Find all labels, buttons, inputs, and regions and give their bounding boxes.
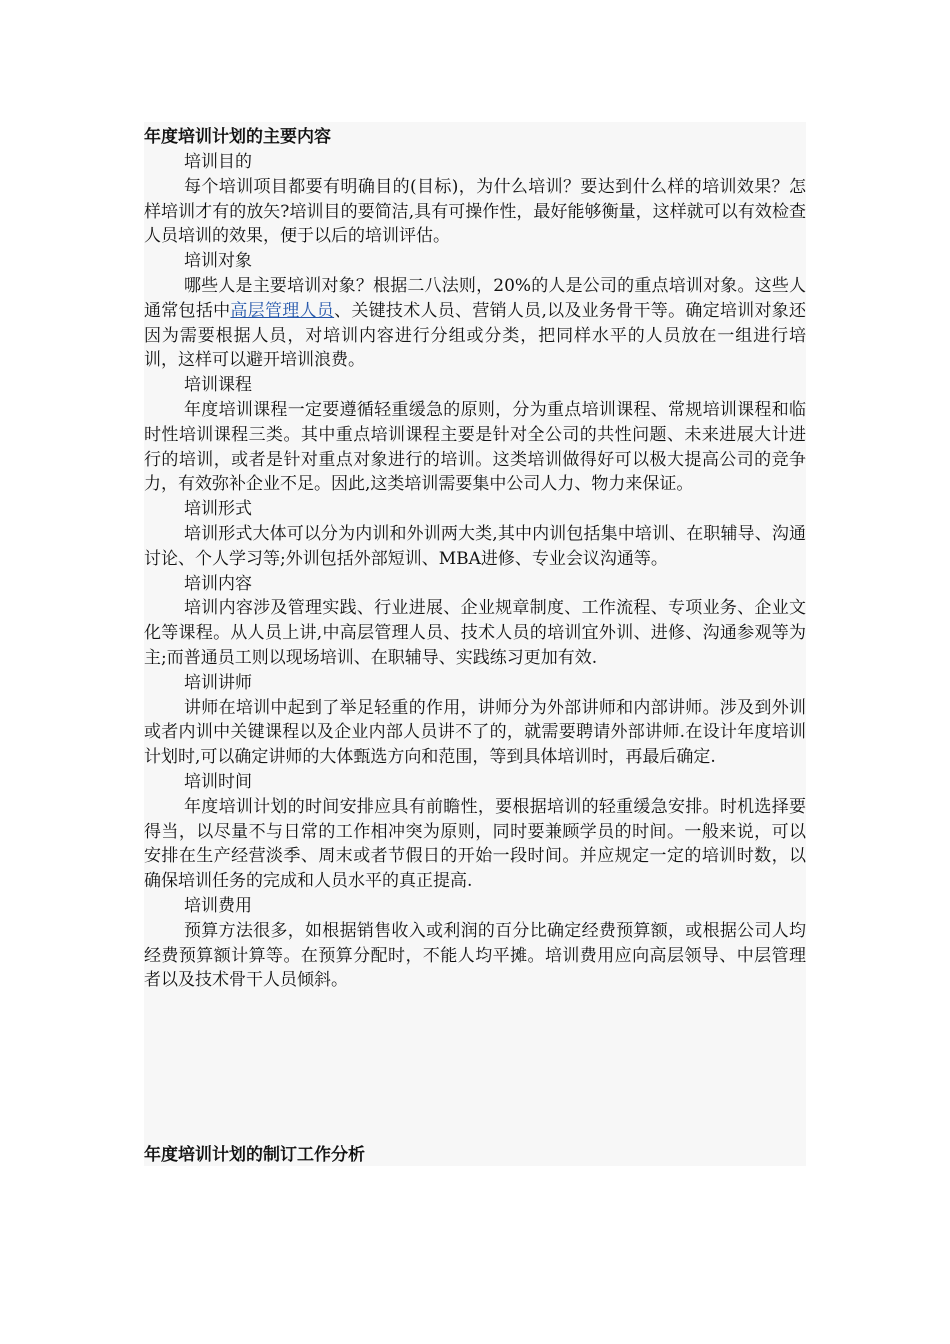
body-text-before-link: 哪些人是主要培训对象？根据二八法则，20%的人是公司的重点培训对象。这些人通常包括中	[144, 275, 806, 321]
section-content	[144, 572, 806, 671]
document-title: 年度培训计划的主要内容	[144, 127, 331, 147]
section-trainers	[144, 671, 806, 770]
section-heading: 培训讲师	[184, 672, 252, 693]
document-content	[144, 122, 806, 1166]
section-body: 培训形式大体可以分为内训和外训两大类,其中内训包括集中培训、在职辅导、沟通讨论、个人学习等;外训包括外部短训、MBA进修、专业会议沟通等。	[144, 523, 806, 569]
next-section-title: 年度培训计划的制订工作分析	[144, 1145, 365, 1165]
section-courses	[144, 373, 806, 497]
section-body: 每个培训项目都要有明确目的(目标)，为什么培训？要达到什么样的培训效果？怎样培训才有的放矢?培训目的要简洁,具有可操作性，最好能够衡量，这样就可以有效检查人员培训的效果，便于以后的培训评估。	[144, 176, 806, 247]
section-budget	[144, 894, 806, 993]
section-purpose	[144, 150, 806, 249]
section-body: 培训内容涉及管理实践、行业进展、企业规章制度、工作流程、专项业务、企业文化等课程。从人员上讲,中高层管理人员、技术人员的培训宜外训、进修、沟通参观等为主;而普通员工则以现场培训、在职辅导、实践练习更加有效.	[144, 598, 806, 668]
section-heading: 培训对象	[184, 251, 252, 272]
section-heading: 培训课程	[184, 375, 252, 396]
section-heading: 培训目的	[184, 152, 252, 172]
section-body: 年度培训计划的时间安排应具有前瞻性，要根据培训的轻重缓急安排。时机选择要得当，以尽量不与日常的工作相冲突为原则，同时要兼顾学员的时间。一般来说，可以安排在生产经营淡季、周末或者节假日的开始一段时间。并应规定一定的培训时数，以确保培训任务的完成和人员水平的真正提高.	[144, 796, 806, 892]
section-heading: 培训时间	[184, 771, 252, 792]
section-body: 年度培训课程一定要遵循轻重缓急的原则，分为重点培训课程、常规培训课程和临时性培训课程三类。其中重点培训课程主要是针对全公司的共性问题、未来进展大计进行的培训，或者是针对重点对象进行的培训。这类培训做得好可以极大提高公司的竞争力，有效弥补企业不足。因此,这类培训需要集中公司人力、物力来保证。	[144, 399, 806, 495]
body-text-after-link: 、关键技术人员、营销人员,以及业务骨干等。确定培训对象还因为需要根据人员，对培训内容进行分组或分类，把同样水平的人员放在一组进行培训，这样可以避开培训浪费。	[144, 300, 807, 371]
section-heading: 培训形式	[184, 499, 252, 520]
senior-management-link[interactable]: 高层管理人员	[230, 300, 335, 321]
section-heading: 培训内容	[184, 573, 252, 594]
section-format	[144, 497, 806, 571]
section-audience	[144, 249, 806, 373]
section-schedule	[144, 770, 806, 894]
section-body: 讲师在培训中起到了举足轻重的作用，讲师分为外部讲师和内部讲师。涉及到外训或者内训中关键课程以及企业内部人员讲不了的，就需要聘请外部讲师.在设计年度培训计划时,可以确定讲师的大体甄选方向和范围，等到具体培训时，再最后确定.	[144, 697, 806, 768]
section-body: 预算方法很多，如根据销售收入或利润的百分比确定经费预算额，或根据公司人均经费预算额计算等。在预算分配时，不能人均平摊。培训费用应向高层领导、中层管理者以及技术骨干人员倾斜。	[144, 920, 806, 991]
section-body	[144, 274, 806, 373]
section-heading: 培训费用	[184, 895, 252, 916]
